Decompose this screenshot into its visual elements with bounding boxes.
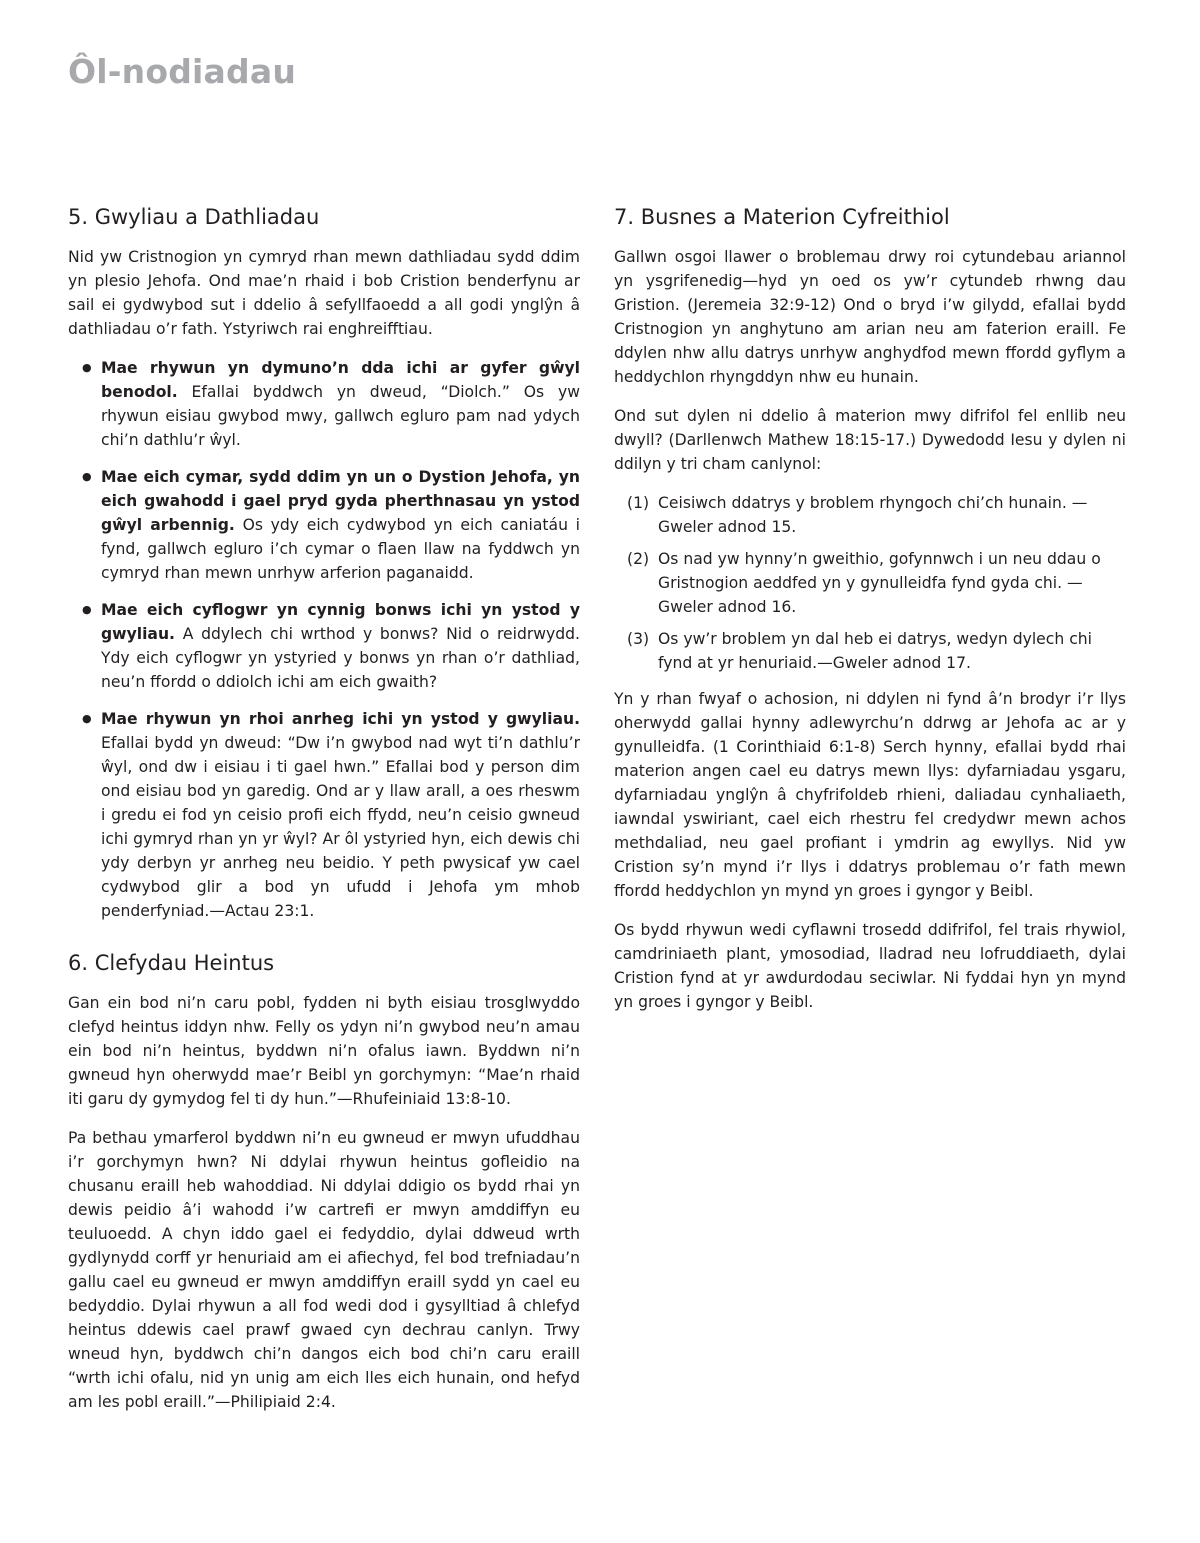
section-intro: Nid yw Cristnogion yn cymryd rhan mewn dathliadau sydd ddim yn plesio Jehofa. Ond mae’n rhaid i bob Cristion benderfynu ar sail ei gydwybod sut i ddelio â sefyllfaoedd a all godi ynglŷn â dathliadau o’r fath. Ystyriwch rai enghreifftiau. (68, 248, 580, 338)
step-text: Ceisiwch ddatrys y broblem rhyngoch chi’ch hunain. —Gweler adnod 15. (658, 494, 1088, 536)
section-heading: 7. Busnes a Materion Cyfreithiol (614, 205, 950, 229)
bullet-lead: Mae rhywun yn rhoi anrheg ichi yn ystod y gwyliau. (101, 710, 580, 728)
bullet-lead: Mae rhywun yn dymuno’n dda ichi ar gyfer gŵyl benodol. (101, 359, 580, 401)
step-text: Os nad yw hynny’n gweithio, gofynnwch i un neu ddau o Gristnogion aeddfed yn y gynulleidfa fynd gyda chi. —Gweler adnod 16. (658, 550, 1101, 616)
step-number: (3) (627, 630, 650, 648)
list-item (614, 627, 1126, 675)
steps-list (614, 491, 1126, 675)
list-item (614, 547, 1126, 619)
paragraph: Gan ein bod ni’n caru pobl, fydden ni byth eisiau trosglwyddo clefyd heintus iddyn nhw. Felly os ydyn ni’n gwybod neu’n amau ein bod ni’n heintus, byddwn ni’n ofalus iawn. Byddwn ni’n gwneud hyn oherwydd mae’r Beibl yn gorchymyn: “Mae’n rhaid iti garu dy gymydog fel ti dy hun.”—Rhufeiniaid 13:8-10. (68, 994, 580, 1108)
bullet-lead: Mae eich cyflogwr yn cynnig bonws ichi yn ystod y gwyliau. (101, 601, 580, 643)
list-item (68, 356, 580, 452)
section-heading: 6. Clefydau Heintus (68, 951, 275, 975)
bullet-text: A ddylech chi wrthod y bonws? Nid o reidrwydd. Ydy eich cyflogwr yn ystyried y bonws yn rhan o’r dathliad, neu’n ffordd o ddiolch ichi am eich gwaith? (101, 625, 580, 691)
bullet-text: Efallai byddwch yn dweud, “Diolch.” Os yw rhywun eisiau gwybod mwy, gallwch egluro pam nad ydych chi’n dathlu’r ŵyl. (101, 383, 580, 449)
list-item (68, 707, 580, 923)
paragraph: Yn y rhan fwyaf o achosion, ni ddylen ni fynd â’n brodyr i’r llys oherwydd gallai hynny adlewyrchu’n ddrwg ar Jehofa ac ar y gynulleidfa. (1 Corinthiaid 6:1-8) Serch hynny, efallai bydd rhai materion angen cael eu datrys mewn llys: dyfarniadau ysgaru, dyfarniadau ynglŷn â chyfrifoldeb rhieni, daliadau cynhaliaeth, iawndal yswiriant, cael eich rhestru fel credydwr mewn achos methdaliad, neu gael profiant i ymdrin ag ewyllys. Nid yw Cristion sy’n mynd i’r llys i ddatrys problemau o’r fath mewn ffordd heddychlon yn mynd yn groes i gyngor y Beibl. (614, 690, 1126, 900)
list-item (68, 465, 580, 585)
paragraph: Pa bethau ymarferol byddwn ni’n eu gwneud er mwyn ufuddhau i’r gorchymyn hwn? Ni ddylai rhywun heintus gofleidio na chusanu eraill heb wahoddiad. Ni ddylai ddigio os bydd rhai yn dewis peidio â’i wahodd i’w cartrefi er mwyn amddiffyn eu teuluoedd. A chyn iddo gael ei fedyddio, dylai ddweud wrth gydlynydd corff yr henuriaid am ei afiechyd, fel bod trefniadau’n gallu cael eu gwneud er mwyn amddiffyn eraill sydd yn cael eu bedyddio. Dylai rhywun a all fod wedi dod i gysylltiad â chlefyd heintus ddewis cael prawf gwaed cyn dechrau canlyn. Trwy wneud hyn, byddwch chi’n dangos eich bod chi’n caru eraill “wrth ichi ofalu, nid yn unig am eich lles eich hunain, ond hefyd am les pobl eraill.”—Philipiaid 2:4. (68, 1129, 580, 1411)
paragraph: Ond sut dylen ni ddelio â materion mwy difrifol fel enllib neu dwyll? (Darllenwch Mathew 18:15-17.) Dywedodd Iesu y dylen ni ddilyn y tri cham canlynol: (614, 407, 1126, 473)
paragraph: Os bydd rhywun wedi cyflawni trosedd ddifrifol, fel trais rhywiol, camdriniaeth plant, ymosodiad, lladrad neu lofruddiaeth, dylai Cristion fynd at yr awdurdodau seciwlar. Ni fyddai hyn yn mynd yn groes i gyngor y Beibl. (614, 921, 1126, 1011)
bullet-text: Efallai bydd yn dweud: “Dw i’n gwybod nad wyt ti’n dathlu’r ŵyl, ond dw i eisiau i ti gael hwn.” Efallai bod y person dim ond eisiau bod yn garedig. Ond ar y llaw arall, a oes rheswm i gredu ei fod yn ceisio profi eich ffydd, neu’n ceisio gwneud ichi gymryd rhan yn yr ŵyl? Ar ôl ystyried hyn, eich dewis chi ydy derbyn yr anrheg neu beidio. Y peth pwysicaf yw cael cydwybod glir a bod yn ufudd i Jehofa ym mhob penderfyniad.—Actau 23:1. (101, 734, 580, 920)
step-number: (2) (627, 550, 650, 568)
page-title: Ôl-nodiadau (68, 52, 297, 91)
section-business-legal (614, 205, 1126, 1014)
section-holidays (68, 205, 580, 923)
step-text: Os yw’r broblem yn dal heb ei datrys, wedyn dylech chi fynd at yr henuriaid.—Gweler adnod 17. (658, 630, 1092, 672)
list-item (614, 491, 1126, 539)
examples-list (68, 356, 580, 923)
section-infectious-diseases (68, 951, 580, 1414)
right-column (614, 205, 1126, 1029)
bullet-text: Os ydy eich cydwybod yn eich caniatáu i fynd, gallwch egluro i’ch cymar o flaen llaw na fyddwch yn cymryd rhan mewn unrhyw arferion paganaidd. (101, 516, 581, 582)
section-heading: 5. Gwyliau a Dathliadau (68, 205, 320, 229)
bullet-lead: Mae eich cymar, sydd ddim yn un o Dystion Jehofa, yn eich gwahodd i gael pryd gyda pherthnasau yn ystod gŵyl arbennig. (101, 468, 580, 534)
left-column (68, 205, 580, 1429)
list-item (68, 598, 580, 694)
paragraph: Gallwn osgoi llawer o broblemau drwy roi cytundebau ariannol yn ysgrifenedig—hyd yn oed os yw’r cytundeb rhwng dau Gristion. (Jeremeia 32:9-12) Ond o bryd i’w gilydd, efallai bydd Cristnogion yn anghytuno am arian neu am faterion eraill. Fe ddylen nhw allu datrys unrhyw anghydfod mewn ffordd gyflym a heddychlon rhyngddyn nhw eu hunain. (614, 248, 1126, 386)
step-number: (1) (627, 494, 650, 512)
